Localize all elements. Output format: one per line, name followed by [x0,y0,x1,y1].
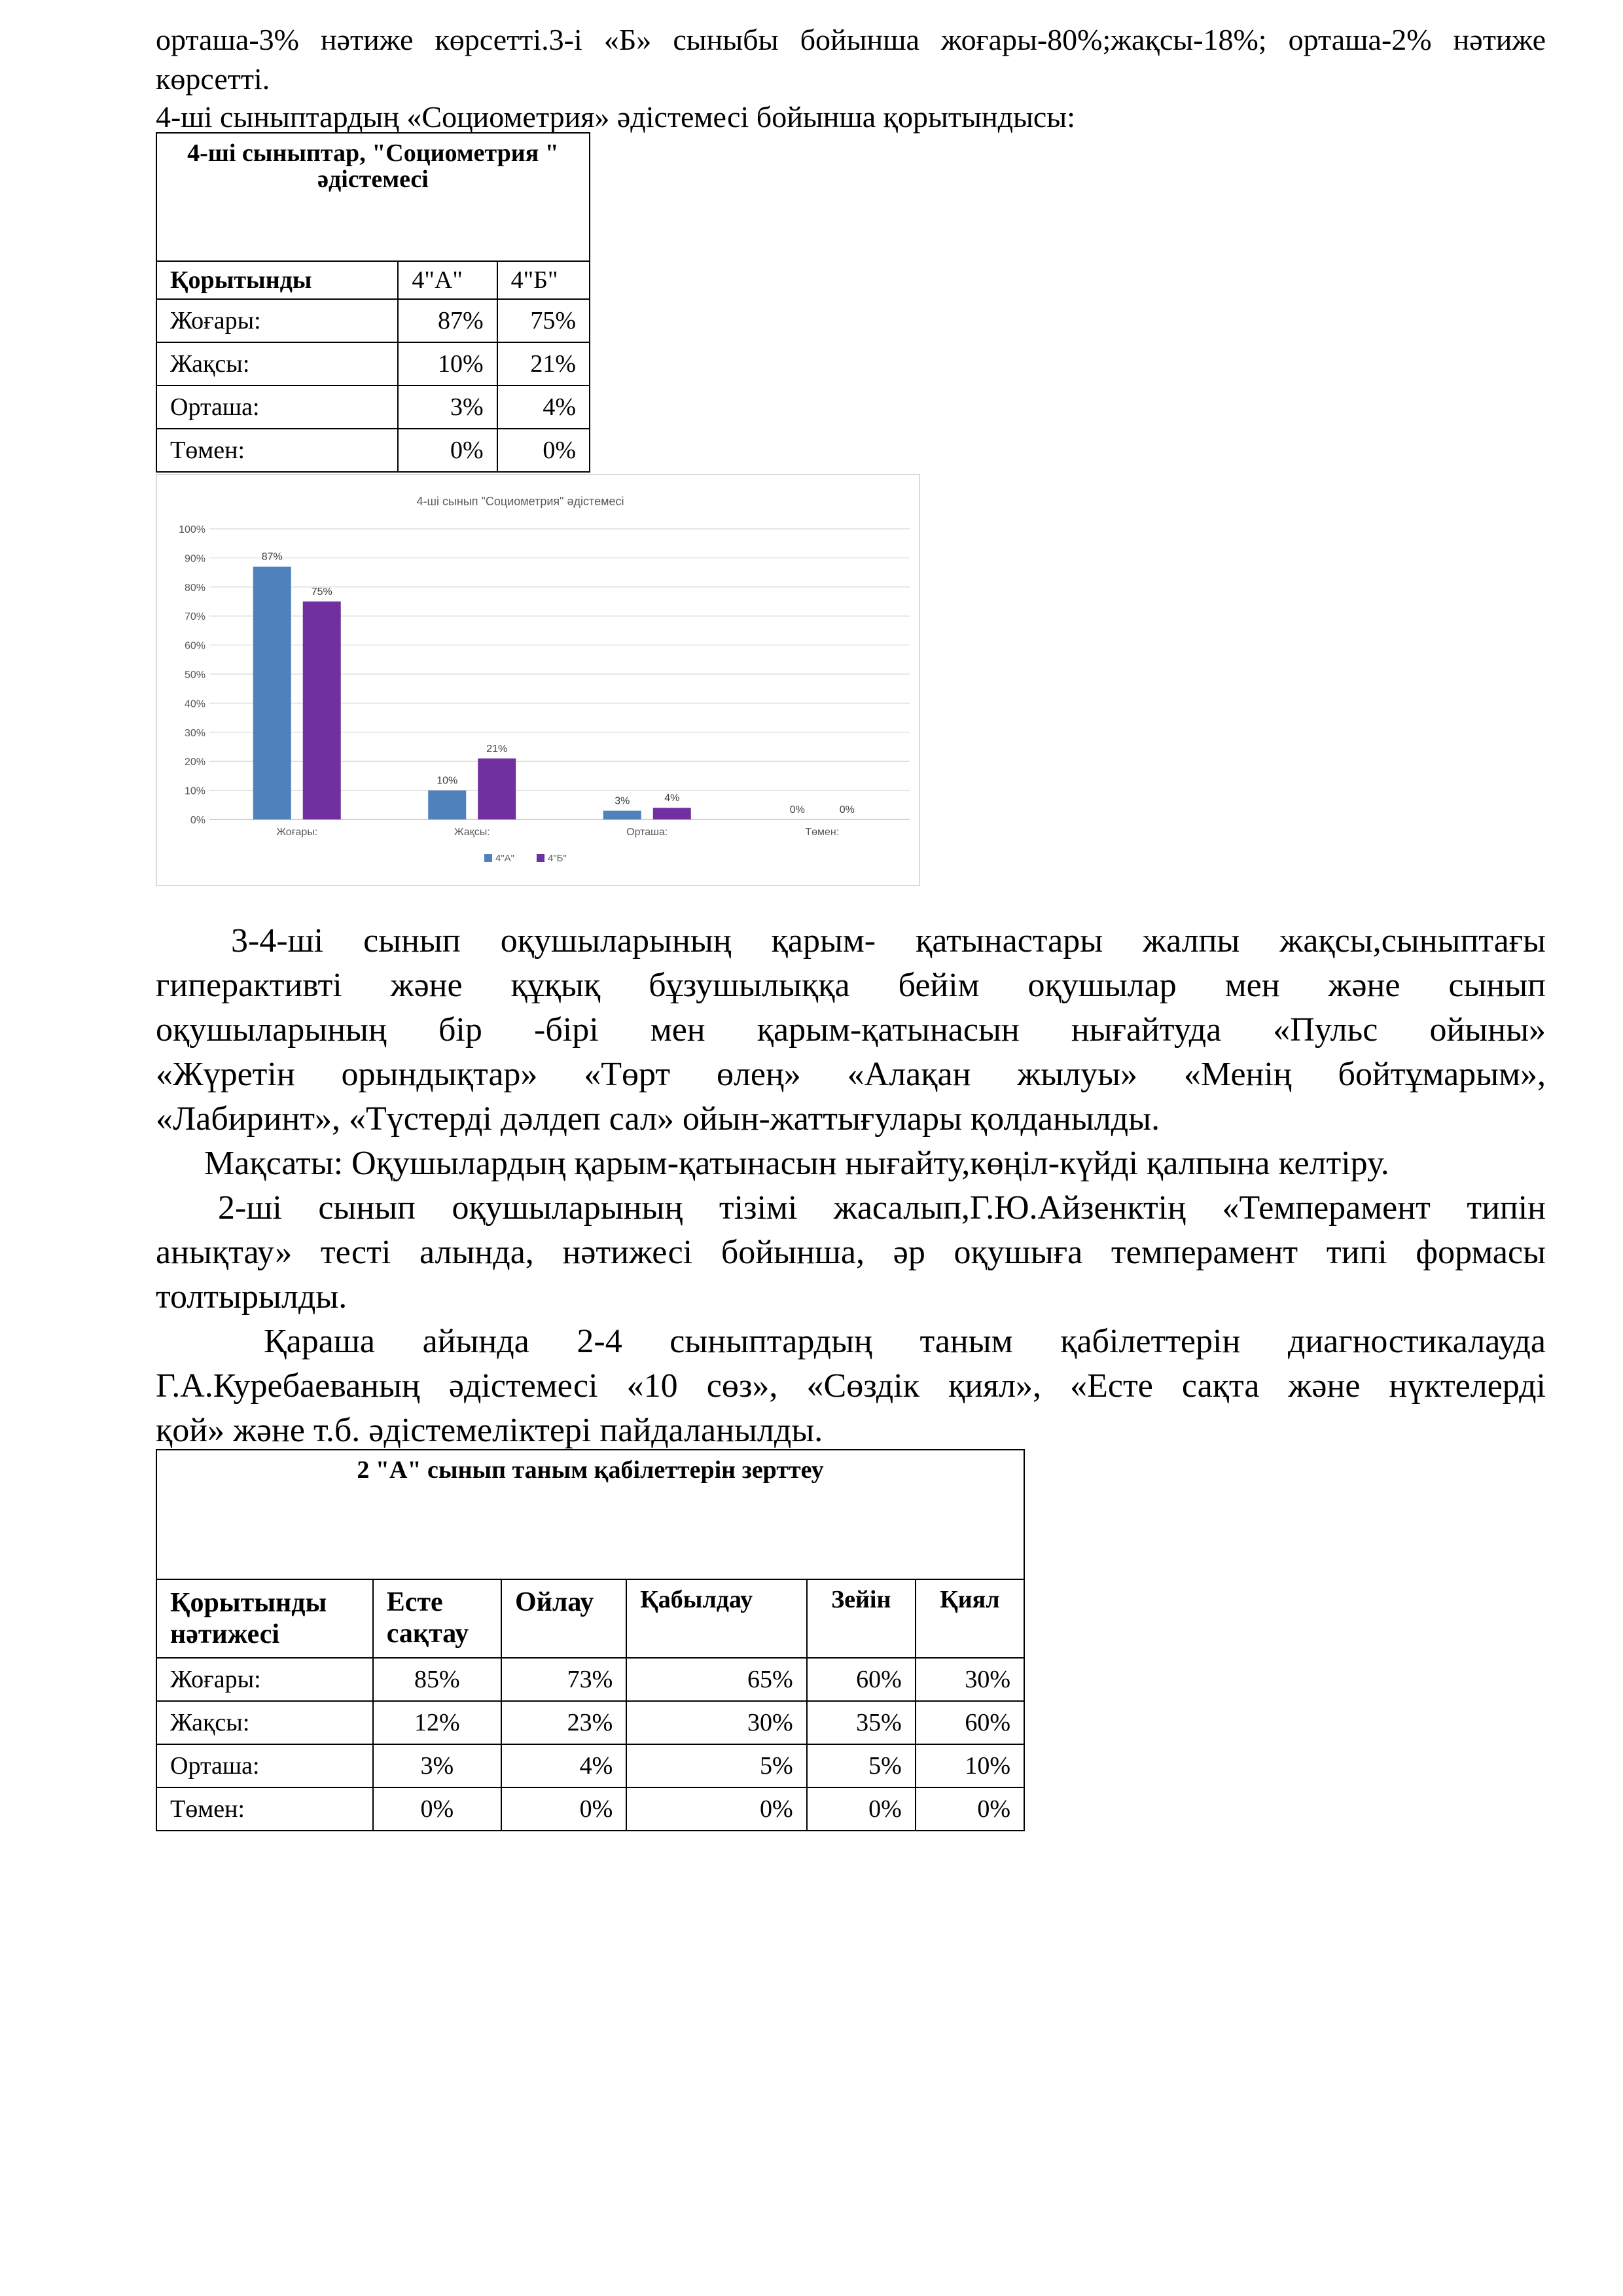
table2-col-imagination: Қиял [916,1579,1024,1658]
cell-value: 21% [497,342,590,386]
row-label: Жақсы: [156,342,398,386]
cell-value: 0% [373,1787,501,1831]
table-row [156,386,590,429]
data-label: 3% [615,795,630,807]
y-tick-label: 10% [184,785,205,797]
bar [253,567,291,819]
bar [478,759,516,819]
paragraph-4-line-3: қой» және т.б. әдістемеліктері пайдаланылды. [156,1412,823,1449]
bar [603,811,641,819]
cell-value: 65% [626,1658,806,1701]
table-row [156,1787,1024,1831]
intro-line-1: орташа-3% нәтиже көрсетті.3-і «Б» сыныбы бойынша жоғары-80%;жақсы-18%; орташа-2% нәтиже [156,23,1546,56]
paragraph-3-line-2: анықтау» тесті алында, нәтижесі бойынша, әр оқушыға темперамент типі формасы [156,1234,1546,1271]
legend-swatch [537,854,544,862]
table-row [156,299,590,342]
cell-value: 30% [916,1658,1024,1701]
table2-col-attention: Зейін [807,1579,916,1658]
cell-value: 5% [626,1744,806,1787]
data-label: 0% [789,804,805,816]
table-row [156,1701,1024,1744]
intro-line-2: көрсетті. [156,62,270,96]
cognitive-abilities-table [156,1449,1025,1831]
y-tick-label: 100% [179,524,205,535]
paragraph-1-line-3: оқушыларының бір -бірі мен қарым-қатынасын нығайтуда «Пульс ойыны» [156,1011,1546,1049]
cell-value: 0% [497,429,590,472]
table1-col-label: Қорытынды [156,261,398,299]
legend-label: 4"А" [495,853,514,864]
bar [303,601,341,819]
table-row [156,342,590,386]
row-label: Жақсы: [156,1701,373,1744]
legend-swatch [484,854,492,862]
table-row [156,1744,1024,1787]
cell-value: 5% [807,1744,916,1787]
y-tick-label: 80% [184,582,205,594]
y-tick-label: 20% [184,757,205,768]
sociometry-table [156,132,590,473]
paragraph-4-line-2: Г.А.Куребаеваның әдістемесі «10 сөз», «Сөздік қиял», «Есте сақта және нүктелерді [156,1367,1546,1405]
paragraph-1-line-1: 3-4-ші сынып оқушыларының қарым- қатынастары жалпы жақсы,сыныптағы [231,922,1546,960]
table-row [156,1658,1024,1701]
data-label: 75% [311,586,332,598]
cell-value: 12% [373,1701,501,1744]
paragraph-4-line-1: Қараша айында 2-4 сыныптардың таным қабілеттерін диагностикалауда [264,1323,1546,1360]
cell-value: 10% [916,1744,1024,1787]
table1-col-b: 4"Б" [497,261,590,299]
data-label: 4% [664,793,680,804]
table-row [156,429,590,472]
bar [428,791,466,819]
x-tick-label: Жақсы: [454,827,490,838]
cell-value: 60% [916,1701,1024,1744]
x-tick-label: Төмен: [805,827,840,838]
cell-value: 0% [807,1787,916,1831]
table1-title: 4-ші сыныптар, "Социометрия " әдістемесі [156,133,590,261]
cell-value: 75% [497,299,590,342]
cell-value: 30% [626,1701,806,1744]
paragraph-1-line-5: «Лабиринт», «Түстерді дәлдеп сал» ойын-жаттығулары қолданылды. [156,1100,1160,1138]
table2-col-perception: Қабылдау [626,1579,806,1658]
cell-value: 3% [373,1744,501,1787]
x-tick-label: Орташа: [626,827,668,838]
row-label: Орташа: [156,1744,373,1787]
table1-col-a: 4"А" [398,261,497,299]
cell-value: 60% [807,1658,916,1701]
paragraph-2: Мақсаты: Оқушылардың қарым-қатынасын нығайту,көңіл-күйді қалпына келтіру. [204,1145,1389,1182]
cell-value: 23% [501,1701,626,1744]
cell-value: 10% [398,342,497,386]
data-label: 21% [486,743,508,755]
row-label: Орташа: [156,386,398,429]
chart-title: 4-ші сынып "Социометрия" әдістемесі [416,495,624,508]
paragraph-1-line-4: «Жүретін орындықтар» «Төрт өлең» «Алақан жылуы» «Менің бойтұмарым», [156,1056,1546,1093]
x-tick-label: Жоғары: [276,827,318,838]
cell-value: 0% [398,429,497,472]
table2-col-label: Қорытынды нәтижесі [156,1579,373,1658]
y-tick-label: 50% [184,670,205,681]
cell-value: 87% [398,299,497,342]
cell-value: 0% [626,1787,806,1831]
cell-value: 4% [497,386,590,429]
row-label: Жоғары: [156,299,398,342]
y-tick-label: 40% [184,698,205,710]
intro-line-3: 4-ші сыныптардың «Социометрия» әдістемесі бойынша қорытындысы: [156,100,1075,134]
cell-value: 35% [807,1701,916,1744]
y-tick-label: 70% [184,611,205,623]
cell-value: 3% [398,386,497,429]
cell-value: 4% [501,1744,626,1787]
table2-title: 2 "А" сынып таным қабілеттерін зерттеу [156,1450,1024,1579]
paragraph-1-line-2: гиперактивті және құқық бұзушылыққа бейім оқушылар мен және сынып [156,967,1546,1004]
paragraph-3-line-3: толтырылды. [156,1278,348,1316]
paragraph-3-line-1: 2-ші сынып оқушыларының тізімі жасалып,Г.Ю.Айзенктің «Темперамент типін [218,1189,1546,1227]
y-tick-label: 60% [184,640,205,652]
table2-col-memory: Есте сақтау [373,1579,501,1658]
row-label: Жоғары: [156,1658,373,1701]
cell-value: 0% [916,1787,1024,1831]
row-label: Төмен: [156,429,398,472]
cell-value: 0% [501,1787,626,1831]
y-tick-label: 90% [184,553,205,565]
row-label: Төмен: [156,1787,373,1831]
data-label: 87% [261,551,283,563]
cell-value: 73% [501,1658,626,1701]
legend-label: 4"Б" [548,853,567,864]
table2-col-thinking: Ойлау [501,1579,626,1658]
y-tick-label: 30% [184,727,205,739]
data-label: 10% [437,775,458,787]
cell-value: 85% [373,1658,501,1701]
data-label: 0% [839,804,855,816]
chart-svg [157,475,919,885]
y-tick-label: 0% [190,815,205,826]
sociometry-chart [156,474,920,886]
bar [653,808,691,819]
